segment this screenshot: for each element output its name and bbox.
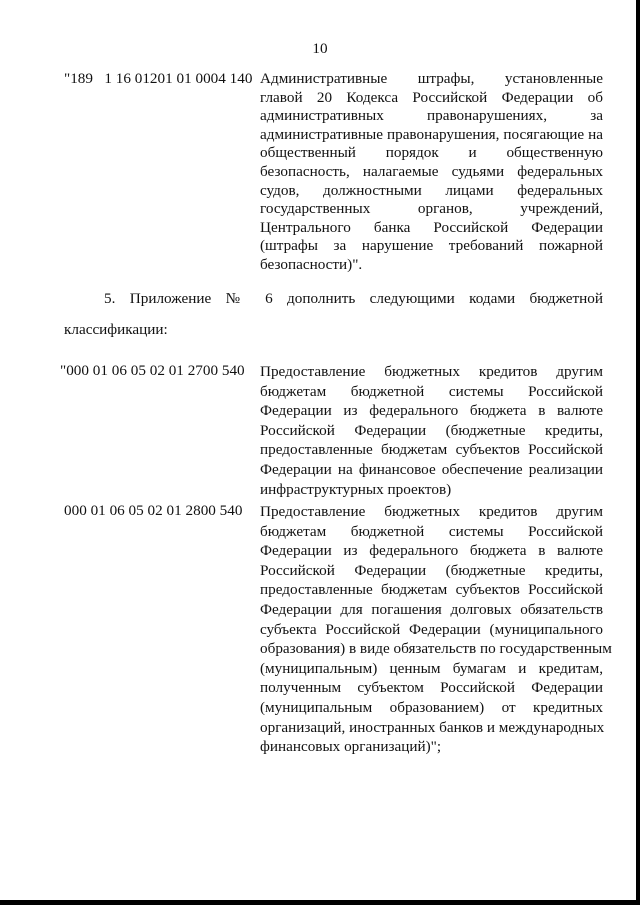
text-line: государственных органов, учреждений, bbox=[260, 200, 603, 218]
text-line: организаций, иностранных банков и международных bbox=[260, 718, 605, 736]
text-line: судов, должностными лицами федеральных bbox=[260, 181, 603, 199]
text-line: полученным субъектом Российской Федерации bbox=[260, 679, 603, 697]
budget-code-2: "000 01 06 05 02 01 2700 540 bbox=[60, 362, 245, 379]
text-line: безопасность, налагаемые судьями федеральных bbox=[260, 162, 603, 180]
text-line: Федерации из федерального бюджета в валюте bbox=[260, 402, 603, 420]
budget-code-3: 000 01 06 05 02 01 2800 540 bbox=[64, 502, 243, 519]
text-line: субъекта Российской Федерации (муниципального bbox=[260, 620, 603, 638]
entry-3-description bbox=[260, 502, 612, 757]
text-line: Центрального банка Российской Федерации bbox=[260, 218, 603, 236]
text-line: (штрафы за нарушение требований пожарной bbox=[260, 237, 603, 255]
text-line: Федерации из федерального бюджета в валюте bbox=[260, 542, 603, 560]
text-line: предоставленные бюджетам субъектов Российской bbox=[260, 581, 603, 599]
text-line: административных правонарушениях, за bbox=[260, 107, 603, 125]
text-line: Российской Федерации (бюджетные кредиты, bbox=[260, 561, 603, 579]
text-line: инфраструктурных проектов) bbox=[260, 480, 452, 498]
text-line: Федерации для погашения долговых обязательств bbox=[260, 600, 603, 618]
text-line: Административные штрафы, установленные bbox=[260, 70, 603, 87]
text-line: (муниципальным образованием) от кредитных bbox=[260, 698, 603, 716]
text-line: Российской Федерации (бюджетные кредиты, bbox=[260, 421, 603, 439]
budget-code-1: "189 1 16 01201 01 0004 140 bbox=[64, 70, 253, 87]
text-line: административные правонарушения, посягающие на bbox=[260, 125, 603, 143]
text-line: главой 20 Кодекса Российской Федерации об bbox=[260, 88, 603, 106]
text-line: финансовых организаций)"; bbox=[260, 738, 442, 756]
page-number: 10 bbox=[312, 40, 328, 57]
text-line: Предоставление бюджетных кредитов другим bbox=[260, 503, 603, 520]
text-line: (муниципальным) ценным бумагам и кредитам, bbox=[260, 659, 603, 677]
item-5-line-1: 5. Приложение № 6 дополнить следующими кодами бюджетной bbox=[104, 290, 603, 307]
text-line: бюджетам бюджетной системы Российской bbox=[260, 382, 603, 400]
item-5-continuation: классификации: bbox=[64, 321, 168, 338]
item-5-paragraph bbox=[104, 290, 603, 309]
text-line: безопасности)". bbox=[260, 255, 363, 273]
entry-2-description bbox=[260, 362, 603, 499]
text-line: общественный порядок и общественную bbox=[260, 144, 603, 162]
text-line: образования) в виде обязательств по государственным bbox=[260, 640, 612, 658]
text-line: Федерации на финансовое обеспечение реализации bbox=[260, 460, 603, 478]
text-line: Предоставление бюджетных кредитов другим bbox=[260, 363, 603, 380]
text-line: бюджетам бюджетной системы Российской bbox=[260, 522, 603, 540]
entry-1-description bbox=[260, 70, 603, 275]
text-line: предоставленные бюджетам субъектов Российской bbox=[260, 441, 603, 459]
